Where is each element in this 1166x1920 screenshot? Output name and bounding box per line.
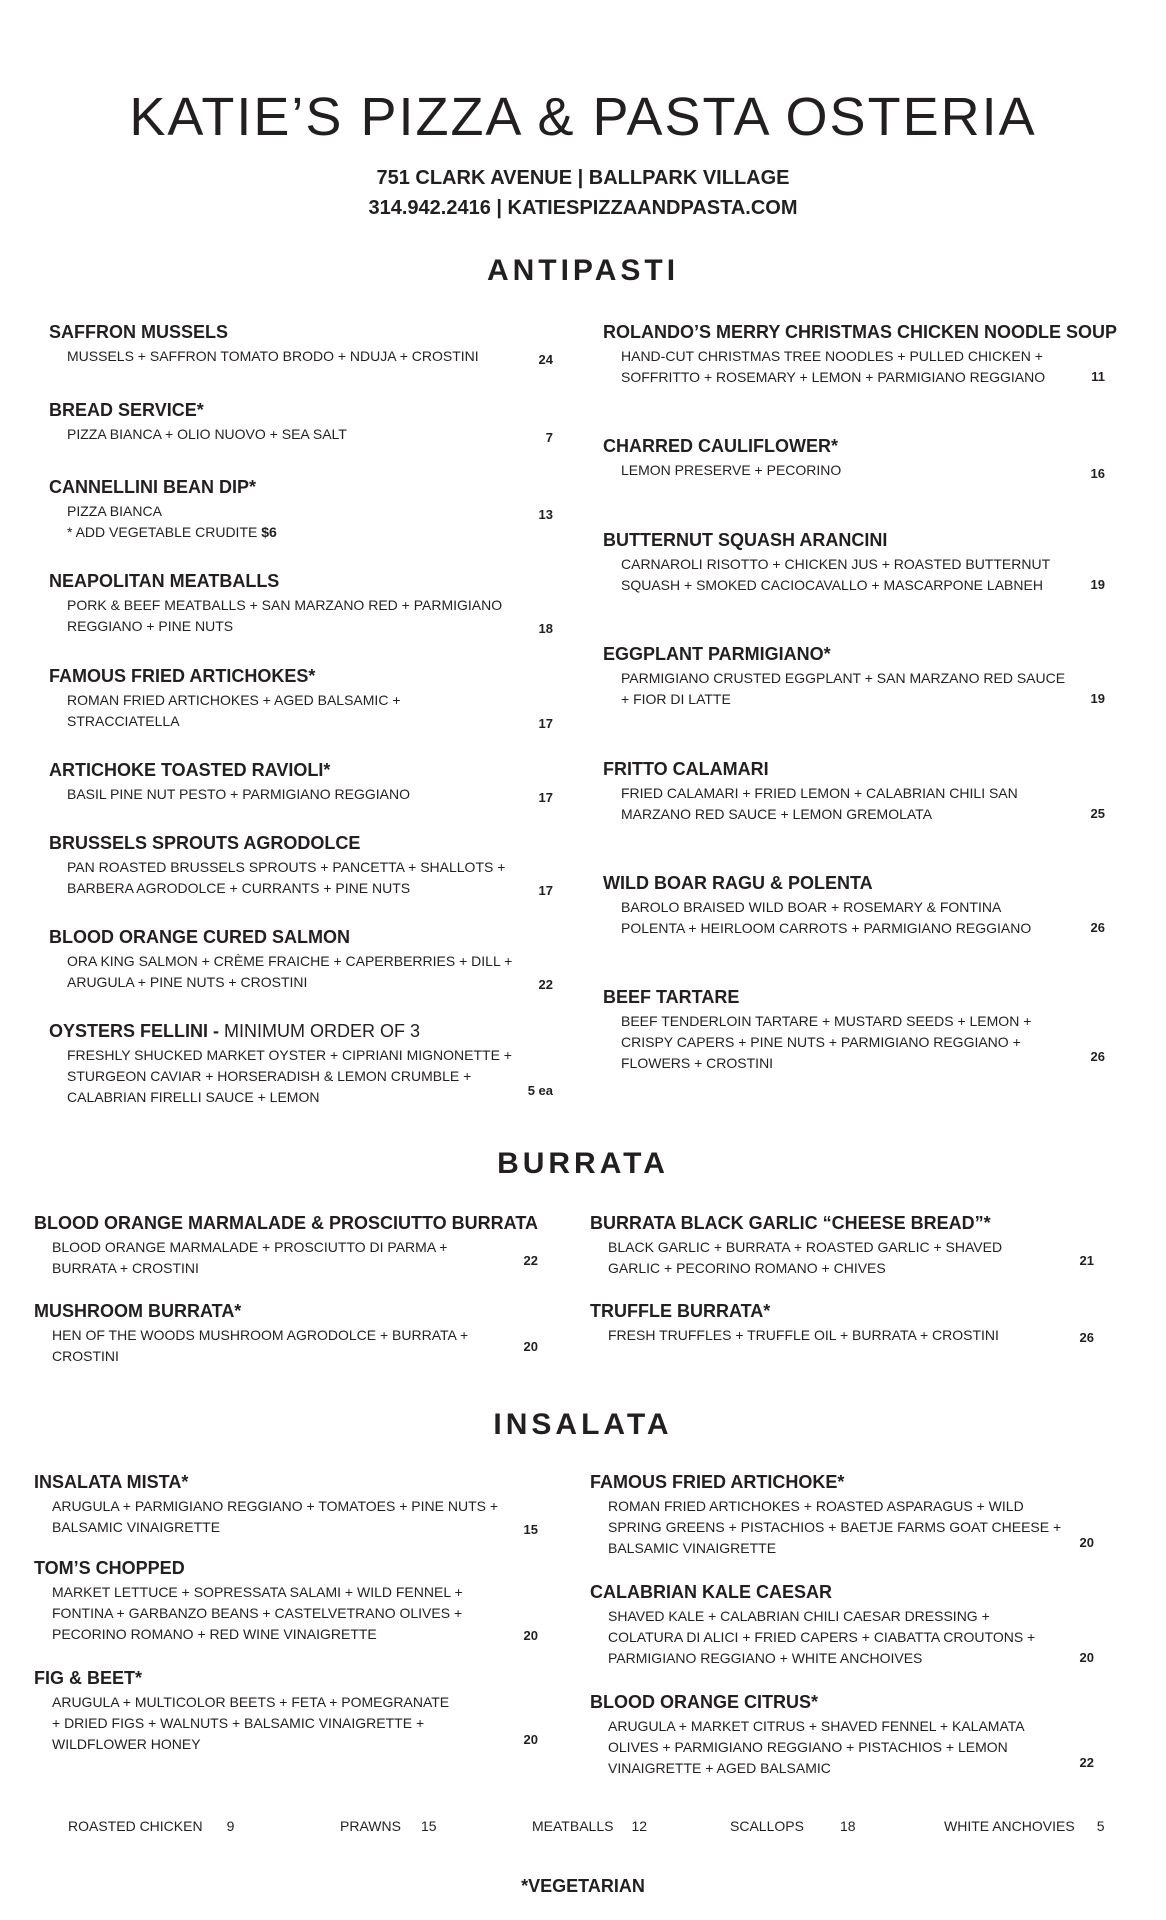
menu-item-name	[603, 322, 1118, 343]
menu-item-name	[49, 400, 553, 421]
addon-name: MEATBALLS	[532, 1818, 614, 1834]
menu-item-price: 24	[538, 352, 553, 367]
menu-item	[603, 759, 1105, 825]
description-line: SHAVED KALE + CALABRIAN CHILI CAESAR DRESSING +	[608, 1608, 990, 1624]
menu-item-name	[603, 436, 1105, 457]
menu-item-description	[52, 1496, 538, 1538]
menu-item-name	[590, 1582, 1094, 1603]
menu-item-price: 15	[523, 1522, 538, 1537]
description-line: ROMAN FRIED ARTICHOKES + AGED BALSAMIC +	[67, 692, 401, 708]
menu-item-price: 25	[1090, 806, 1105, 821]
menu-item-description	[621, 668, 1105, 710]
description-line: GARLIC + PECORINO ROMANO + CHIVES	[608, 1260, 886, 1276]
menu-item	[603, 873, 1105, 939]
menu-item-name	[603, 759, 1105, 780]
description-line: ARUGULA + PARMIGIANO REGGIANO + TOMATOES + PINE NUTS +	[52, 1498, 499, 1514]
menu-item-name	[34, 1301, 538, 1322]
menu-item-price: 22	[523, 1253, 538, 1268]
description-line: + FIOR DI LATTE	[621, 691, 731, 707]
section-title-burrata: BURRATA	[497, 1147, 669, 1180]
description-line: FLOWERS + CROSTINI	[621, 1055, 774, 1071]
menu-item-description	[67, 784, 553, 805]
menu-item-description	[608, 1716, 1094, 1779]
menu-item-name-text: EGGPLANT PARMIGIANO*	[603, 644, 831, 664]
addon-name: ROASTED CHICKEN	[68, 1818, 203, 1834]
menu-item	[603, 322, 1118, 388]
description-line: CARNAROLI RISOTTO + CHICKEN JUS + ROASTED BUTTERNUT	[621, 556, 1051, 572]
address-line: 751 CLARK AVENUE | BALLPARK VILLAGE	[376, 167, 790, 189]
menu-item	[590, 1692, 1094, 1779]
menu-item-name-text: FIG & BEET*	[34, 1668, 143, 1688]
menu-item-name-text: BEEF TARTARE	[603, 987, 740, 1007]
description-line: BAROLO BRAISED WILD BOAR + ROSEMARY & FONTINA	[621, 899, 1002, 915]
description-line: PAN ROASTED BRUSSELS SPROUTS + PANCETTA + SHALLOTS +	[67, 859, 506, 875]
menu-item-name-text: BLOOD ORANGE MARMALADE & PROSCIUTTO BURRATA	[34, 1213, 538, 1233]
menu-item	[590, 1582, 1094, 1669]
description-line: + DRIED FIGS + WALNUTS + BALSAMIC VINAIGRETTE +	[52, 1715, 425, 1731]
menu-item-description	[608, 1496, 1094, 1559]
description-line: MUSSELS + SAFFRON TOMATO BRODO + NDUJA + CROSTINI	[67, 348, 479, 364]
menu-item	[603, 644, 1105, 710]
menu-item	[49, 1021, 553, 1108]
menu-item	[34, 1213, 538, 1279]
description-line: CRISPY CAPERS + PINE NUTS + PARMIGIANO REGGIANO +	[621, 1034, 1021, 1050]
menu-item-name	[49, 322, 553, 343]
description-line: ARUGULA + MARKET CITRUS + SHAVED FENNEL + KALAMATA	[608, 1718, 1025, 1734]
addon-name: SCALLOPS	[730, 1818, 804, 1834]
menu-item-description	[621, 1011, 1105, 1074]
menu-item	[590, 1301, 1094, 1346]
menu-item-description	[67, 424, 553, 445]
menu-item-price: 19	[1090, 691, 1105, 706]
menu-item	[49, 571, 553, 637]
menu-item	[34, 1301, 538, 1367]
addon-price: 15	[420, 1818, 437, 1834]
menu-item-name	[590, 1692, 1094, 1713]
section-title-insalata: INSALATA	[493, 1408, 673, 1441]
menu-item-name	[603, 873, 1105, 894]
description-line: WILDFLOWER HONEY	[52, 1736, 201, 1752]
menu-item-price: 5 ea	[527, 1083, 553, 1098]
description-line: SPRING GREENS + PISTACHIOS + BAETJE FARMS GOAT CHEESE +	[608, 1519, 1062, 1535]
menu-item-name-text: WILD BOAR RAGU & POLENTA	[603, 873, 873, 893]
addon-name: WHITE ANCHOVIES	[944, 1818, 1075, 1834]
description-line: BURRATA + CROSTINI	[52, 1260, 199, 1276]
addon-item	[68, 1818, 234, 1834]
menu-item-price: 20	[1079, 1650, 1094, 1665]
description-line: VINAIGRETTE + AGED BALSAMIC	[608, 1760, 831, 1776]
menu-item-name-text: FAMOUS FRIED ARTICHOKE*	[590, 1472, 845, 1492]
description-line: PECORINO ROMANO + RED WINE VINAIGRETTE	[52, 1626, 377, 1642]
addon-price: 18	[839, 1818, 856, 1834]
menu-item	[34, 1668, 538, 1755]
menu-item-name-text: ROLANDO’S MERRY CHRISTMAS CHICKEN NOODLE SOUP	[603, 322, 1118, 342]
vegetarian-note: *VEGETARIAN	[521, 1876, 645, 1896]
menu-item-name	[34, 1472, 538, 1493]
addon-name: PRAWNS	[340, 1818, 401, 1834]
menu-item-price: 7	[545, 430, 553, 445]
description-line: MARKET LETTUCE + SOPRESSATA SALAMI + WILD FENNEL +	[52, 1584, 463, 1600]
menu-item-name-text: FRITTO CALAMARI	[603, 759, 769, 779]
description-line: FRESHLY SHUCKED MARKET OYSTER + CIPRIANI MIGNONETTE +	[67, 1047, 512, 1063]
description-line: PARMIGIANO CRUSTED EGGPLANT + SAN MARZANO RED SAUCE	[621, 670, 1066, 686]
menu-item-name-text: CALABRIAN KALE CAESAR	[590, 1582, 832, 1602]
menu-item-description	[67, 346, 553, 367]
menu-item-description	[621, 554, 1105, 596]
menu-item	[603, 987, 1105, 1074]
menu-item	[49, 400, 553, 445]
menu-item-name-text: CHARRED CAULIFLOWER*	[603, 436, 838, 456]
menu-item-description	[52, 1237, 538, 1279]
menu-item-description	[621, 346, 1105, 388]
menu-item-name	[49, 666, 553, 687]
menu-item-name-text: BLOOD ORANGE CURED SALMON	[49, 927, 350, 947]
menu-item-note: MINIMUM ORDER OF 3	[224, 1021, 421, 1041]
menu-item-price: 22	[538, 977, 553, 992]
menu-item-name-text: FAMOUS FRIED ARTICHOKES*	[49, 666, 316, 686]
menu-item-name	[590, 1472, 1094, 1493]
description-line: CALABRIAN FIRELLI SAUCE + LEMON	[67, 1089, 320, 1105]
description-line: FRESH TRUFFLES + TRUFFLE OIL + BURRATA + CROSTINI	[608, 1327, 999, 1343]
menu-item	[603, 530, 1105, 596]
addon-item	[340, 1818, 437, 1834]
contact-line: 314.942.2416 | KATIESPIZZAANDPASTA.COM	[368, 197, 798, 219]
menu-item-name-text: BRUSSELS SPROUTS AGRODOLCE	[49, 833, 361, 853]
menu-item	[49, 477, 553, 543]
menu-item	[49, 927, 553, 993]
menu-item-name-text: CANNELLINI BEAN DIP*	[49, 477, 257, 497]
addon-price: 5	[1096, 1818, 1105, 1834]
description-line: HEN OF THE WOODS MUSHROOM AGRODOLCE + BURRATA +	[52, 1327, 469, 1343]
menu-item-price: 16	[1090, 466, 1105, 481]
menu-item-name-text: BREAD SERVICE*	[49, 400, 204, 420]
menu-item-price: 20	[523, 1732, 538, 1747]
description-line: * ADD VEGETABLE CRUDITE $6	[67, 524, 277, 540]
description-line: BASIL PINE NUT PESTO + PARMIGIANO REGGIANO	[67, 786, 410, 802]
menu-item-price: 13	[538, 507, 553, 522]
description-line: PIZZA BIANCA	[67, 503, 162, 519]
menu-item-description	[67, 1045, 553, 1108]
description-line: REGGIANO + PINE NUTS	[67, 618, 234, 634]
menu-item	[49, 666, 553, 732]
description-line: PORK & BEEF MEATBALLS + SAN MARZANO RED + PARMIGIANO	[67, 597, 503, 613]
menu-item-name-text: MUSHROOM BURRATA*	[34, 1301, 242, 1321]
menu-item-price: 11	[1091, 369, 1105, 384]
menu-item-price: 20	[1079, 1535, 1094, 1550]
menu-item-description	[621, 460, 1105, 481]
description-line: COLATURA DI ALICI + FRIED CAPERS + CIABATTA CROUTONS +	[608, 1629, 1036, 1645]
menu-item-description	[52, 1582, 538, 1645]
description-line: HAND-CUT CHRISTMAS TREE NOODLES + PULLED CHICKEN +	[621, 348, 1043, 364]
menu-item-name-text: SAFFRON MUSSELS	[49, 322, 229, 342]
addon-price: 12	[631, 1818, 648, 1834]
menu-item	[603, 436, 1105, 481]
menu-item-name	[603, 644, 1105, 665]
menu-item-price: 26	[1079, 1330, 1094, 1345]
addon-price: $6	[261, 524, 277, 540]
menu-item-name	[49, 833, 553, 854]
description-line: ARUGULA + PINE NUTS + CROSTINI	[67, 974, 308, 990]
addon-price: 9	[226, 1818, 235, 1834]
menu-item	[34, 1472, 538, 1538]
menu-item-price: 20	[523, 1339, 538, 1354]
section-title-antipasti: ANTIPASTI	[486, 254, 680, 287]
menu-item-name	[34, 1668, 538, 1689]
menu-item-description	[52, 1325, 538, 1367]
description-line: ROMAN FRIED ARTICHOKES + ROASTED ASPARAGUS + WILD	[608, 1498, 1024, 1514]
menu-item-name-text: BUTTERNUT SQUASH ARANCINI	[603, 530, 888, 550]
description-line: FRIED CALAMARI + FRIED LEMON + CALABRIAN CHILI SAN	[621, 785, 1018, 801]
menu-item-description	[67, 595, 553, 637]
menu-item-price: 19	[1090, 577, 1105, 592]
description-line: BLACK GARLIC + BURRATA + ROASTED GARLIC + SHAVED	[608, 1239, 1003, 1255]
menu-item-name	[34, 1213, 538, 1234]
menu-item-name	[34, 1558, 538, 1579]
menu-item-name	[49, 477, 553, 498]
description-line: STRACCIATELLA	[67, 713, 180, 729]
menu-item-description	[608, 1325, 1094, 1346]
restaurant-name: KATIE’S PIZZA & PASTA OSTERIA	[129, 87, 1037, 147]
addon-item	[730, 1818, 856, 1834]
menu-item-price: 26	[1090, 1049, 1105, 1064]
description-line: PARMIGIANO REGGIANO + WHITE ANCHOIVES	[608, 1650, 923, 1666]
menu-item-description	[67, 857, 553, 899]
menu-item-name-text: OYSTERS FELLINI -	[49, 1021, 225, 1041]
description-line: BALSAMIC VINAIGRETTE	[608, 1540, 777, 1556]
menu-item-name-text: TOM’S CHOPPED	[34, 1558, 185, 1578]
menu-item-price: 18	[538, 621, 553, 636]
menu-item-description	[52, 1692, 538, 1755]
description-line: BALSAMIC VINAIGRETTE	[52, 1519, 221, 1535]
menu-item-name	[49, 927, 553, 948]
menu-item-description	[608, 1606, 1094, 1669]
menu-item-price: 17	[538, 883, 553, 898]
addon-item	[532, 1818, 647, 1834]
menu-item-name-text: BLOOD ORANGE CITRUS*	[590, 1692, 819, 1712]
menu-item-description	[67, 501, 553, 543]
description-line: PIZZA BIANCA + OLIO NUOVO + SEA SALT	[67, 426, 347, 442]
menu-item-price: 26	[1090, 920, 1105, 935]
menu-item	[590, 1213, 1094, 1279]
menu-item-name	[603, 530, 1105, 551]
menu-item-name	[590, 1213, 1094, 1234]
menu-item-name	[49, 571, 553, 592]
menu-item-price: 20	[523, 1628, 538, 1643]
description-line: STURGEON CAVIAR + HORSERADISH & LEMON CRUMBLE +	[67, 1068, 472, 1084]
menu-item	[49, 760, 553, 805]
menu-item	[590, 1472, 1094, 1559]
description-line: BARBERA AGRODOLCE + CURRANTS + PINE NUTS	[67, 880, 411, 896]
menu-item-price: 21	[1079, 1253, 1094, 1268]
description-line: ARUGULA + MULTICOLOR BEETS + FETA + POMEGRANATE	[52, 1694, 450, 1710]
description-line: LEMON PRESERVE + PECORINO	[621, 462, 842, 478]
menu-item	[49, 322, 553, 367]
menu-item-price: 17	[538, 790, 553, 805]
menu-item-description	[621, 897, 1105, 939]
description-line: MARZANO RED SAUCE + LEMON GREMOLATA	[621, 806, 933, 822]
menu-item-price: 22	[1079, 1755, 1094, 1770]
menu-item-name-text: ARTICHOKE TOASTED RAVIOLI*	[49, 760, 331, 780]
description-line: FONTINA + GARBANZO BEANS + CASTELVETRANO OLIVES +	[52, 1605, 463, 1621]
description-line: CROSTINI	[52, 1348, 119, 1364]
description-line: BLOOD ORANGE MARMALADE + PROSCIUTTO DI PARMA +	[52, 1239, 448, 1255]
menu-item-name	[590, 1301, 1094, 1322]
menu-item-name-text: TRUFFLE BURRATA*	[590, 1301, 771, 1321]
menu-item-name	[49, 760, 553, 781]
menu-item-name-text: NEAPOLITAN MEATBALLS	[49, 571, 280, 591]
menu-item-name-text: BURRATA BLACK GARLIC “CHEESE BREAD”*	[590, 1213, 991, 1233]
menu-item-name	[603, 987, 1105, 1008]
menu-item-description	[67, 951, 553, 993]
description-line: ORA KING SALMON + CRÈME FRAICHE + CAPERBERRIES + DILL +	[67, 953, 513, 969]
menu-item-description	[67, 690, 553, 732]
address-block	[0, 163, 1166, 223]
description-line: OLIVES + PARMIGIANO REGGIANO + PISTACHIOS + LEMON	[608, 1739, 1008, 1755]
menu-item-description	[608, 1237, 1094, 1279]
addon-item	[944, 1818, 1104, 1834]
menu-item-name-text: INSALATA MISTA*	[34, 1472, 189, 1492]
menu-item-price: 17	[538, 716, 553, 731]
menu-item	[49, 833, 553, 899]
menu-item	[34, 1558, 538, 1645]
description-line: POLENTA + HEIRLOOM CARROTS + PARMIGIANO REGGIANO	[621, 920, 1032, 936]
menu-item-name	[49, 1021, 553, 1042]
menu-item-description	[621, 783, 1105, 825]
description-line: SOFFRITTO + ROSEMARY + LEMON + PARMIGIANO REGGIANO	[621, 369, 1046, 385]
description-line: SQUASH + SMOKED CACIOCAVALLO + MASCARPONE LABNEH	[621, 577, 1043, 593]
description-line: BEEF TENDERLOIN TARTARE + MUSTARD SEEDS + LEMON +	[621, 1013, 1032, 1029]
